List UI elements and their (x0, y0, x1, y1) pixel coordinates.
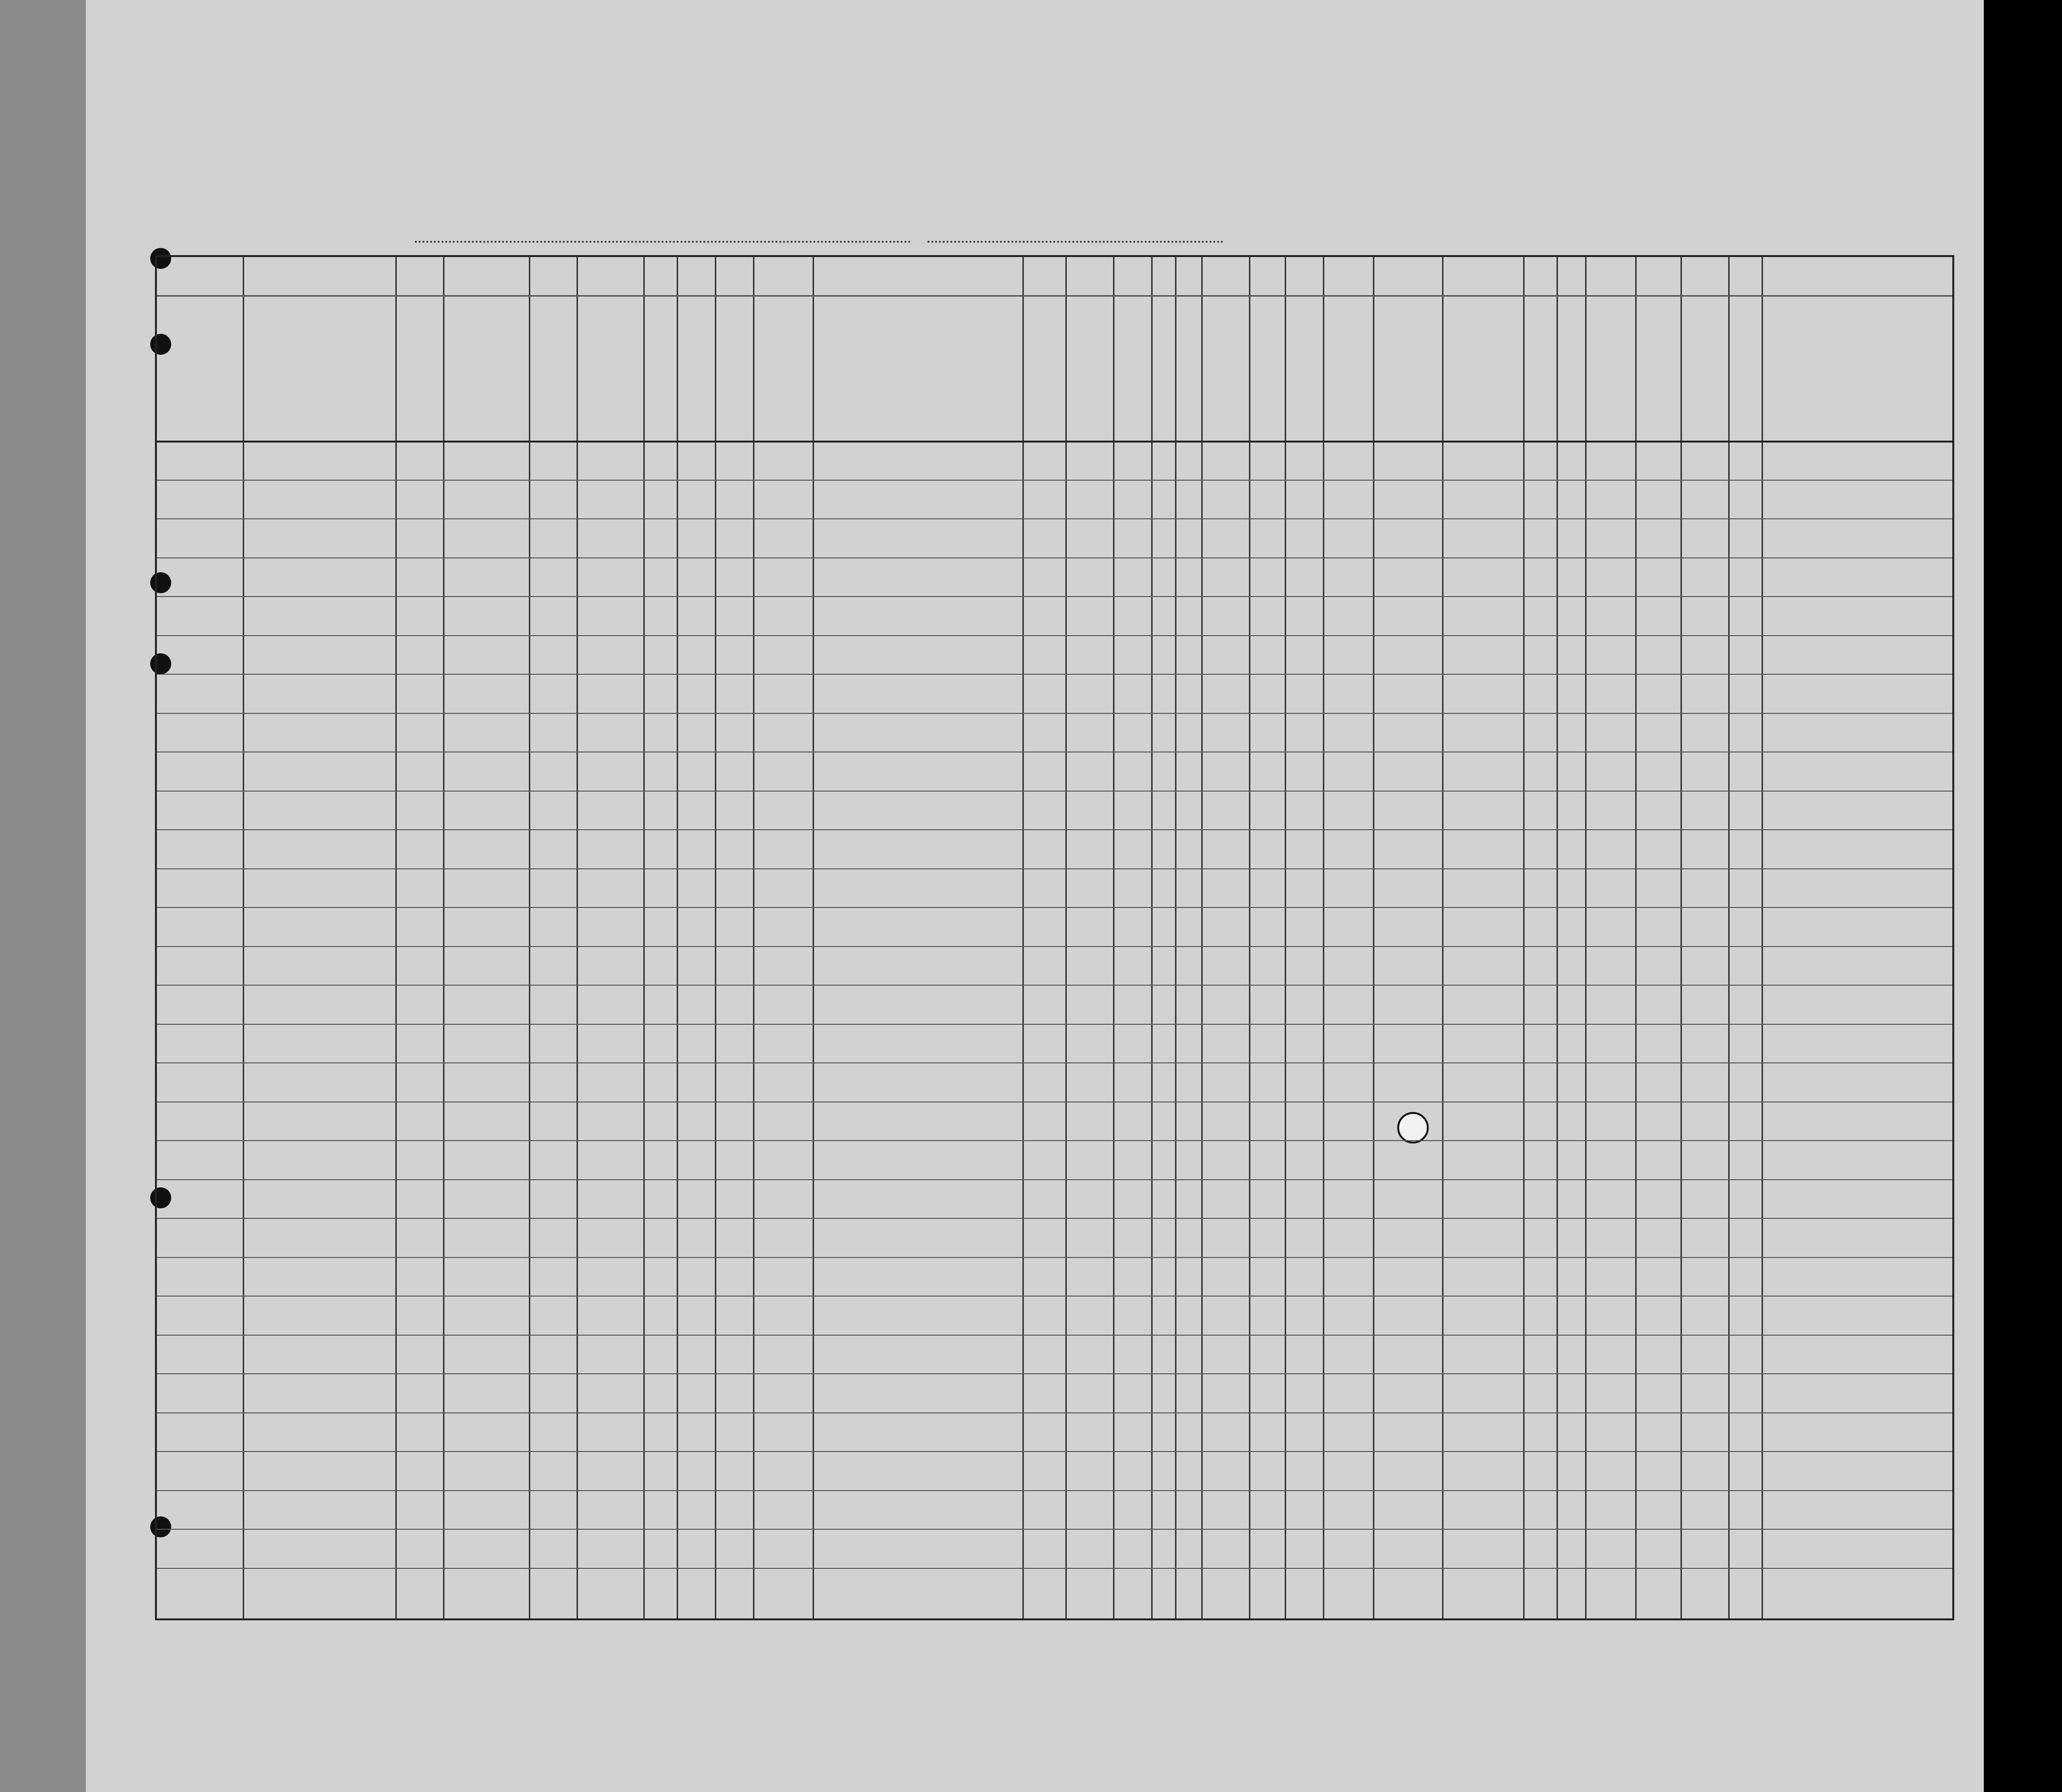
header-instructions (110, 165, 1683, 182)
column-divider (1323, 257, 1324, 1618)
row-divider (157, 674, 1952, 675)
column-divider (643, 257, 645, 1618)
column-divider (1762, 257, 1763, 1618)
row-divider (157, 1257, 1952, 1258)
column-divider (715, 257, 716, 1618)
column-divider (1151, 257, 1153, 1618)
column-divider (1065, 257, 1067, 1618)
header-divider (157, 441, 1952, 443)
row-divider (157, 557, 1952, 558)
column-divider (1523, 257, 1525, 1618)
row-divider (157, 1451, 1952, 1452)
row-divider (157, 1140, 1952, 1141)
row-divider (157, 791, 1952, 792)
previous-page-edge (0, 0, 86, 1792)
row-divider (157, 596, 1952, 597)
row-divider (157, 1490, 1952, 1491)
column-divider (1022, 257, 1024, 1618)
column-divider (1728, 257, 1730, 1618)
row-divider (157, 907, 1952, 908)
row-divider (157, 1024, 1952, 1025)
column-divider (753, 257, 754, 1618)
column-divider (395, 257, 397, 1618)
column-divider (1175, 257, 1176, 1618)
column-divider (529, 257, 530, 1618)
row-divider (157, 1529, 1952, 1530)
column-divider (1681, 257, 1682, 1618)
row-divider (157, 1062, 1952, 1063)
row-divider (157, 868, 1952, 869)
row-divider (157, 829, 1952, 830)
row-divider (157, 1568, 1952, 1569)
column-divider (1635, 257, 1637, 1618)
column-divider (1557, 257, 1558, 1618)
row-divider (157, 635, 1952, 636)
manifest-table (155, 255, 1954, 1620)
column-divider (443, 257, 444, 1618)
column-divider (1373, 257, 1374, 1618)
row-divider (157, 713, 1952, 714)
column-divider (1285, 257, 1286, 1618)
header-divider (157, 295, 1952, 297)
column-divider (1442, 257, 1443, 1618)
row-divider (157, 480, 1952, 481)
column-divider (1585, 257, 1587, 1618)
row-divider (157, 1296, 1952, 1297)
row-divider (157, 1179, 1952, 1180)
column-divider (1201, 257, 1203, 1618)
column-divider (1249, 257, 1250, 1618)
date-line (928, 241, 1223, 243)
column-divider (577, 257, 578, 1618)
row-divider (157, 1412, 1952, 1413)
column-divider (813, 257, 814, 1618)
row-divider (157, 985, 1952, 986)
column-divider (1113, 257, 1114, 1618)
column-divider (243, 257, 244, 1618)
row-divider (157, 1218, 1952, 1219)
row-divider (157, 1335, 1952, 1336)
port-line (415, 241, 911, 243)
row-divider (157, 1373, 1952, 1374)
row-divider (157, 946, 1952, 947)
column-divider (677, 257, 678, 1618)
row-divider (157, 518, 1952, 519)
